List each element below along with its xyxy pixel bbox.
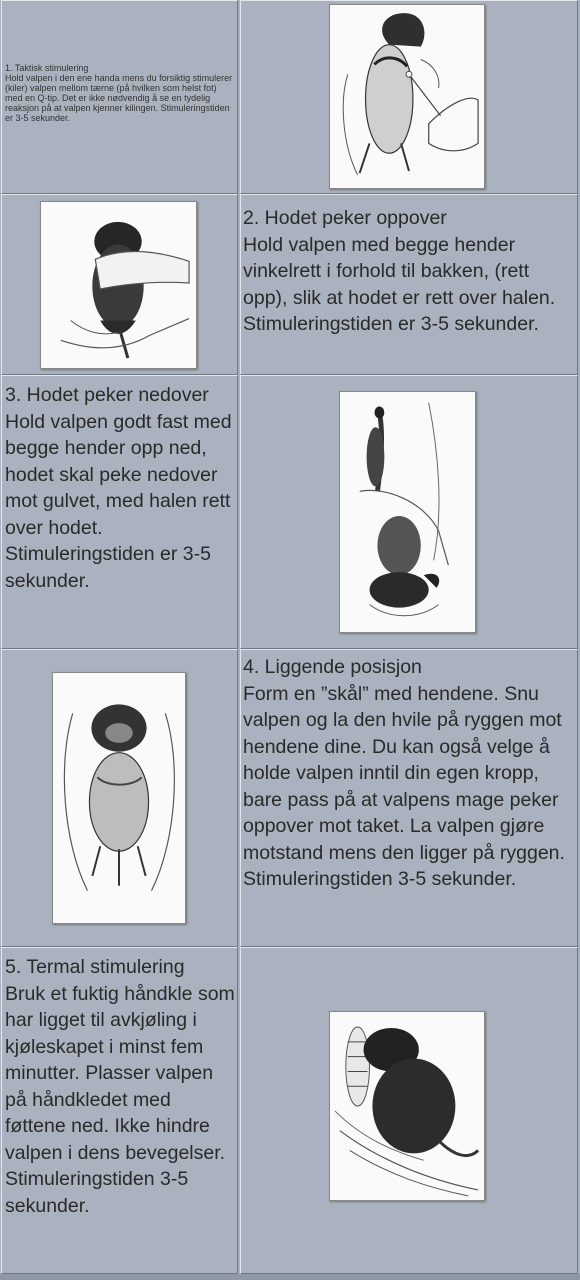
step-1-text: 1. Taktisk stimulering Hold valpen i den ene handa mens du forsiktig stimulerer (kiler) valpen mellom tærne (på hvilken som helst fot) med en Q-tip. Det er ikke nødvendig å se en tydelig reaksjon på at valpen kjenner kilingen. Stimuleringstiden er 3-5 sekunder. [5, 63, 233, 123]
step-text-cell [1, 375, 238, 649]
step-image-cell [240, 0, 578, 194]
bottom-border [0, 1274, 580, 1280]
step-row-4 [0, 649, 580, 947]
step-text-cell [1, 947, 238, 1274]
step-image-cell [240, 947, 578, 1274]
puppy-head-up-illustration [40, 201, 197, 369]
puppy-head-down-illustration [339, 391, 476, 633]
step-4-text: 4. Liggende posisjon Form en ”skål” med hendene. Snu valpen og la den hvile på ryggen mot hendene dine. Du kan også velge å holde valpen inntil din egen kropp, bare pass på at valpens mage peker oppover mot taket. La valpen gjøre motstand mens den ligger på ryggen. Stimuleringstiden 3-5 sekunder. [243, 656, 565, 890]
step-image-cell [1, 194, 238, 375]
step-5-text: 5. Termal stimulering Bruk et fuktig håndkle som har ligget til avkjøling i kjøleskapet i minst fem minutter. Plasser valpen på håndkledet med føttene ned. Ikke hindre valpen i dens bevegelser. Stimuleringstiden 3-5 sekunder. [5, 956, 235, 1217]
step-row-3 [0, 375, 580, 649]
step-3-text: 3. Hodet peker nedover Hold valpen godt fast med begge hender opp ned, hodet skal peke nedover mot gulvet, med halen rett over hodet. Stimuleringstiden er 3-5 sekunder. [5, 384, 232, 592]
puppy-q-tip-illustration [329, 4, 485, 189]
step-text-cell [1, 0, 238, 194]
step-text-cell [240, 194, 578, 375]
step-row-1 [0, 0, 580, 194]
step-row-5 [0, 947, 580, 1274]
step-row-2 [0, 194, 580, 375]
step-2-text: 2. Hodet peker oppover Hold valpen med begge hender vinkelrett i forhold til bakken, (rett opp), slik at hodet er rett over halen. Stimuleringstiden er 3-5 sekunder. [243, 207, 556, 335]
puppy-supine-illustration [52, 672, 186, 924]
step-image-cell [1, 649, 238, 947]
puppy-towel-illustration [329, 1011, 485, 1201]
step-text-cell [240, 649, 578, 947]
step-image-cell [240, 375, 578, 649]
